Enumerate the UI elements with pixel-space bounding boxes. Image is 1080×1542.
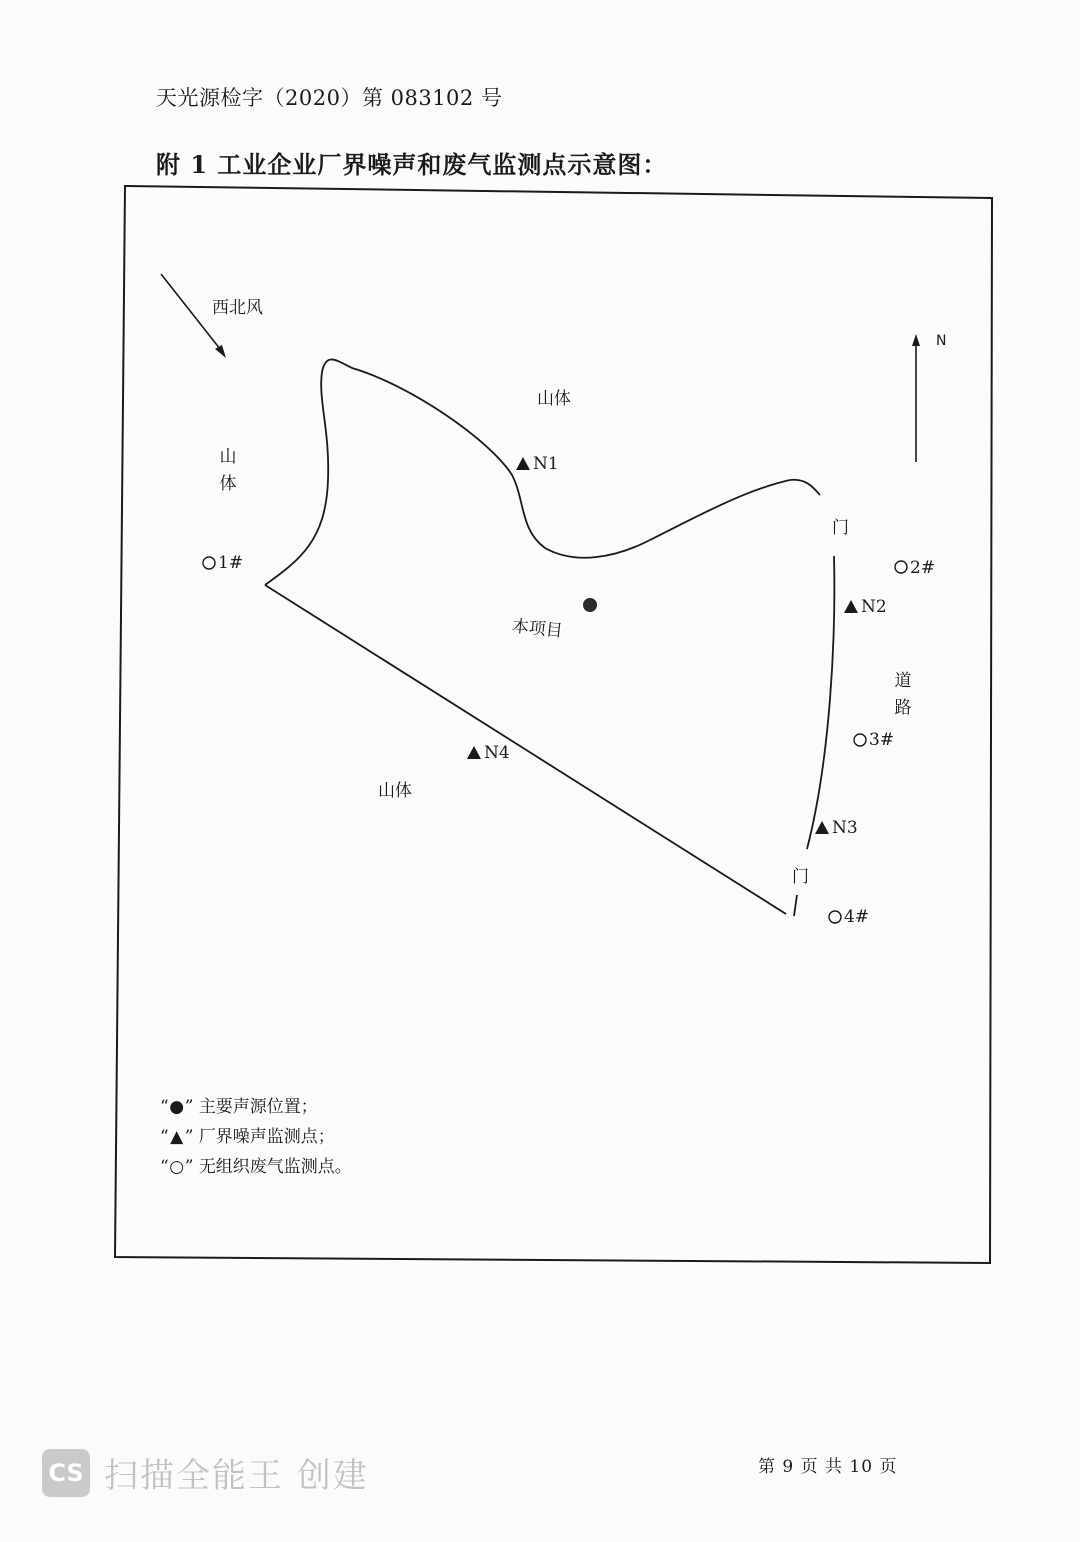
camscanner-logo-icon: CS: [42, 1449, 90, 1497]
legend-item-noise-source: “●” 主要声源位置；: [160, 1097, 318, 1117]
noise-source-marker: [583, 598, 597, 612]
legend-item-noise-point: “▲” 厂界噪声监测点；: [160, 1127, 335, 1147]
mountain-top-label: 山体: [537, 389, 571, 409]
noise-point-n3-marker: [815, 821, 829, 834]
wind-direction-label: 西北风: [212, 298, 263, 318]
gas-point-2-label: 2#: [910, 558, 936, 578]
project-label: 本项目: [510, 616, 564, 642]
noise-point-n4-label: N4: [484, 743, 510, 763]
gate-bottom-label: 门: [792, 867, 809, 887]
gate-post: [794, 895, 797, 916]
gate-top-label: 门: [832, 518, 849, 538]
site-boundary-east: [807, 556, 834, 849]
legend-text: 厂界噪声监测点；: [198, 1127, 335, 1147]
hollow-circle-icon: ○: [169, 1157, 185, 1177]
triangle-icon: ▲: [170, 1127, 184, 1147]
noise-point-n1-marker: [516, 457, 530, 470]
wind-arrowhead: [215, 345, 226, 358]
noise-point-n2-label: N2: [861, 597, 887, 617]
road-char-1: 道: [894, 671, 912, 691]
noise-point-n4-marker: [467, 746, 481, 759]
page-number: 第 9 页 共 10 页: [758, 1457, 898, 1477]
report-number: 天光源检字（2020）第 083102 号: [156, 86, 503, 110]
gas-point-3-label: 3#: [869, 730, 895, 750]
mountain-left-char-2: 体: [219, 474, 237, 494]
legend-text: 主要声源位置；: [198, 1097, 318, 1117]
gas-point-4-marker: [829, 911, 841, 923]
mountain-left-label: [218, 444, 238, 498]
gas-point-3-marker: [854, 734, 866, 746]
gas-point-2-marker: [895, 561, 907, 573]
gas-point-1-label: 1#: [218, 553, 244, 573]
noise-point-n2-marker: [844, 600, 858, 613]
mountain-left-char-1: 山: [219, 447, 237, 467]
figure-title: 附 1 工业企业厂界噪声和废气监测点示意图：: [156, 150, 668, 179]
legend-text: 无组织废气监测点。: [198, 1157, 352, 1177]
gas-point-4-label: 4#: [844, 907, 870, 927]
north-arrowhead: [912, 334, 920, 346]
road-char-2: 路: [894, 698, 912, 718]
north-label: N: [936, 333, 947, 349]
scanner-watermark: [42, 1448, 369, 1497]
noise-point-n3-label: N3: [832, 818, 858, 838]
mountain-bottom-label: 山体: [378, 781, 412, 801]
gas-point-1-marker: [203, 557, 215, 569]
legend-item-gas-point: “○” 无组织废气监测点。: [160, 1157, 352, 1177]
filled-circle-icon: ●: [169, 1097, 185, 1117]
watermark-text: 扫描全能王 创建: [104, 1456, 369, 1496]
road-label: [893, 668, 913, 722]
noise-point-n1-label: N1: [533, 454, 559, 474]
